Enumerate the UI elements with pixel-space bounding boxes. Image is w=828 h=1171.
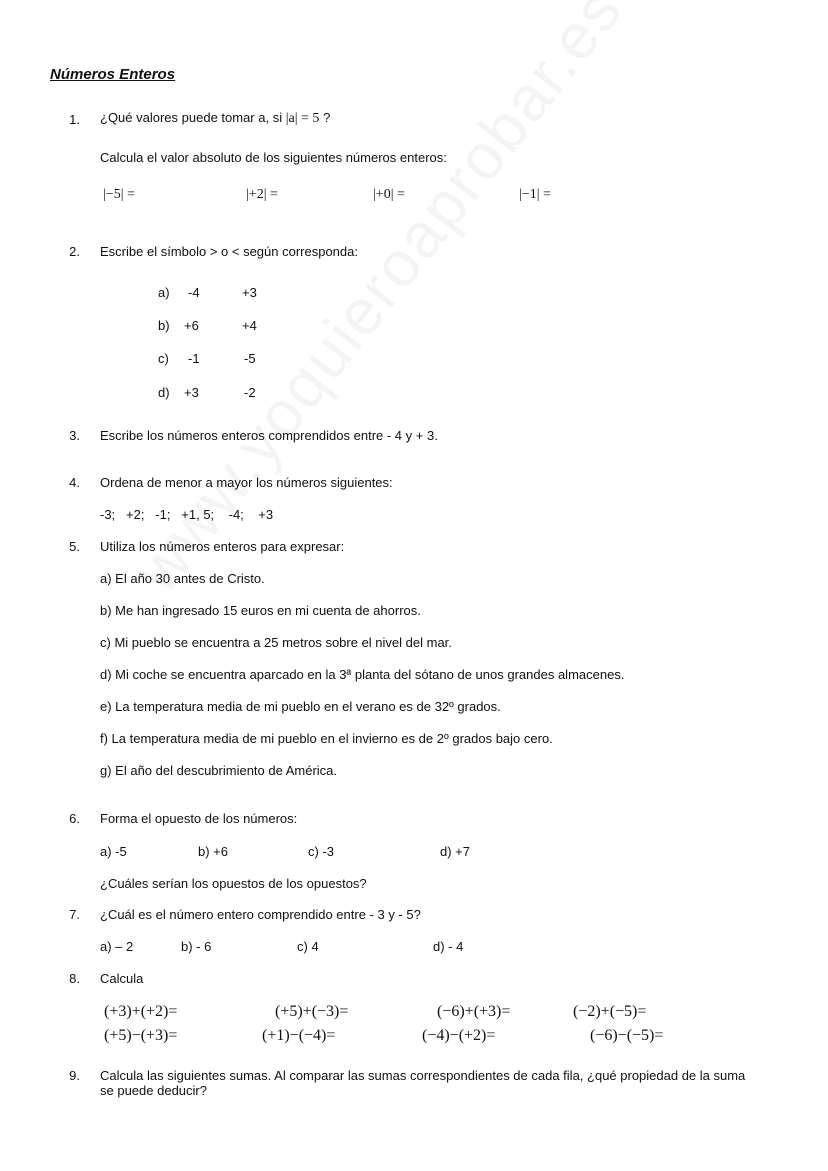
q1-item-4: |−1| = bbox=[519, 187, 551, 202]
q8-expr-2: (+5)+(−3)= bbox=[275, 1003, 349, 1020]
page-title: Números Enteros bbox=[50, 66, 176, 83]
q8-text: Calcula bbox=[100, 971, 144, 986]
q8-expr-6: (+1)−(−4)= bbox=[262, 1027, 336, 1044]
q6-item-a: a) -5 bbox=[100, 844, 127, 859]
q1-end: ? bbox=[323, 110, 331, 125]
q4-number: 4. bbox=[69, 475, 80, 490]
q6-item-b: b) +6 bbox=[198, 844, 228, 859]
q8-expr-4: (−2)+(−5)= bbox=[573, 1003, 647, 1020]
q6-item-c: c) -3 bbox=[308, 844, 334, 859]
q5-item-d: d) Mi coche se encuentra aparcado en la 3ª planta del sótano de unos grandes almacenes. bbox=[100, 667, 625, 682]
q2-text: Escribe el símbolo > o < según corresponda: bbox=[100, 244, 358, 259]
q8-expr-8: (−6)−(−5)= bbox=[590, 1027, 664, 1044]
q2-row-a-left: -4 bbox=[188, 285, 200, 300]
q1-item-2: |+2| = bbox=[246, 187, 278, 202]
q5-item-b: b) Me han ingresado 15 euros en mi cuenta de ahorros. bbox=[100, 603, 421, 618]
q7-number: 7. bbox=[69, 907, 80, 922]
q1-math: |a| = 5 bbox=[285, 111, 320, 126]
q2-row-c-left: -1 bbox=[188, 351, 200, 366]
q1-number: 1. bbox=[69, 112, 80, 127]
q3-text: Escribe los números enteros comprendidos entre - 4 y + 3. bbox=[100, 428, 438, 443]
q8-expr-3: (−6)+(+3)= bbox=[437, 1003, 511, 1020]
q5-item-a: a) El año 30 antes de Cristo. bbox=[100, 571, 265, 586]
q2-row-b-letter: b) bbox=[158, 318, 170, 333]
q2-row-b-right: +4 bbox=[242, 318, 257, 333]
q6-subtext: ¿Cuáles serían los opuestos de los opuestos? bbox=[100, 876, 367, 891]
q1-item-3: |+0| = bbox=[373, 187, 405, 202]
q7-item-c: c) 4 bbox=[297, 939, 319, 954]
q7-item-d: d) - 4 bbox=[433, 939, 464, 954]
q9-text: Calcula las siguientes sumas. Al comparar las sumas correspondientes de cada fila, ¿qué propiedad de la suma se puede deducir? bbox=[100, 1068, 746, 1098]
q2-row-b-left: +6 bbox=[184, 318, 199, 333]
q8-expr-1: (+3)+(+2)= bbox=[104, 1003, 178, 1020]
q5-item-e: e) La temperatura media de mi pueblo en el verano es de 32º grados. bbox=[100, 699, 501, 714]
q7-item-a: a) – 2 bbox=[100, 939, 134, 954]
q5-item-c: c) Mi pueblo se encuentra a 25 metros sobre el nivel del mar. bbox=[100, 635, 452, 650]
q6-item-d: d) +7 bbox=[440, 844, 470, 859]
q6-text: Forma el opuesto de los números: bbox=[100, 811, 298, 826]
q1-subtext: Calcula el valor absoluto de los siguientes números enteros: bbox=[100, 150, 447, 165]
q2-row-d-letter: d) bbox=[158, 385, 170, 400]
q1-question bbox=[100, 110, 330, 127]
q2-row-a-right: +3 bbox=[242, 285, 257, 300]
q2-row-c-right: -5 bbox=[244, 351, 256, 366]
q4-text: Ordena de menor a mayor los números siguientes: bbox=[100, 475, 393, 490]
q2-number: 2. bbox=[69, 244, 80, 259]
q2-row-d-right: -2 bbox=[244, 385, 256, 400]
q7-text: ¿Cuál es el número entero comprendido entre - 3 y - 5? bbox=[100, 907, 421, 922]
q3-number: 3. bbox=[69, 428, 80, 443]
q2-row-d-left: +3 bbox=[184, 385, 199, 400]
q7-item-b: b) - 6 bbox=[181, 939, 212, 954]
q1-text: ¿Qué valores puede tomar a, si bbox=[100, 110, 283, 125]
q5-text: Utiliza los números enteros para expresar: bbox=[100, 539, 345, 554]
q4-list: -3; +2; -1; +1, 5; -4; +3 bbox=[100, 507, 274, 522]
q2-row-c-letter: c) bbox=[158, 351, 169, 366]
q9-number: 9. bbox=[69, 1068, 80, 1083]
q5-item-f: f) La temperatura media de mi pueblo en el invierno es de 2º grados bajo cero. bbox=[100, 731, 553, 746]
q1-item-1: |−5| = bbox=[103, 187, 135, 202]
q8-expr-5: (+5)−(+3)= bbox=[104, 1027, 178, 1044]
q2-row-a-letter: a) bbox=[158, 285, 170, 300]
q5-number: 5. bbox=[69, 539, 80, 554]
q8-expr-7: (−4)−(+2)= bbox=[422, 1027, 496, 1044]
q5-item-g: g) El año del descubrimiento de América. bbox=[100, 763, 338, 778]
q6-number: 6. bbox=[69, 811, 80, 826]
q8-number: 8. bbox=[69, 971, 80, 986]
